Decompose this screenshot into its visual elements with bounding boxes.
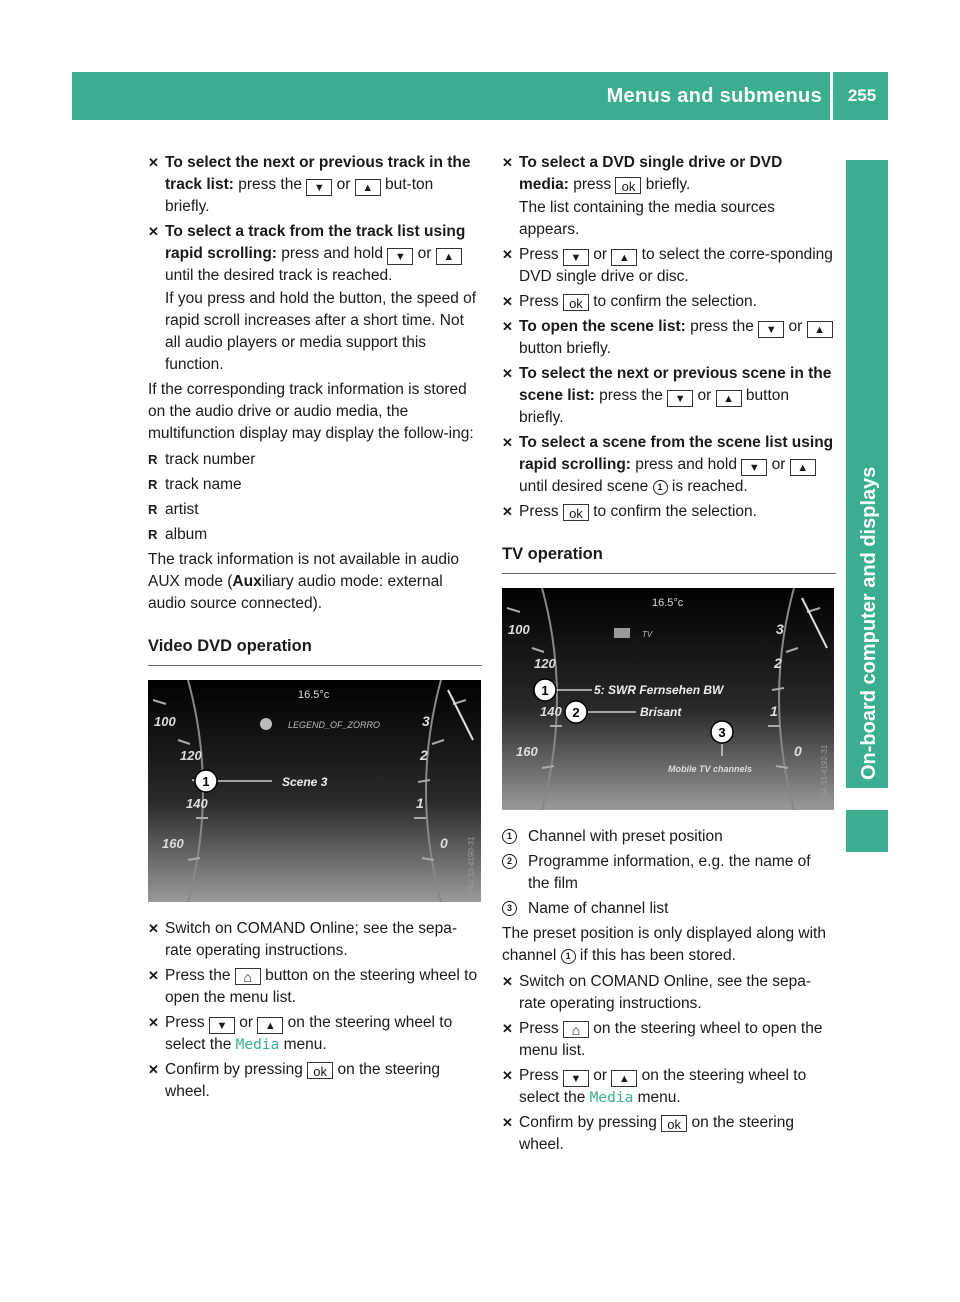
tv-icon <box>614 628 630 638</box>
up-key-icon: ▲ <box>611 249 637 266</box>
step-select-media: ✕ Press ▼ or ▲ on the steering wheel to select the Media menu. <box>148 1014 453 1053</box>
source-label: TV <box>642 630 653 639</box>
step-confirm-scene: ✕ Press ok to confirm the selection. <box>502 503 757 521</box>
arrow-icon: ✕ <box>502 974 513 989</box>
arrow-icon: ✕ <box>502 247 513 262</box>
bullet-icon: R <box>148 477 158 492</box>
up-key-icon: ▲ <box>436 248 462 265</box>
arrow-icon: ✕ <box>502 155 513 170</box>
page-number: 255 <box>847 86 877 105</box>
bullet-icon: R <box>148 527 158 542</box>
callout-1-ref: 1 <box>653 480 668 495</box>
ok-key-icon: ok <box>563 294 589 311</box>
up-key-icon: ▲ <box>611 1070 637 1087</box>
svg-text:3: 3 <box>718 725 726 740</box>
callout-2-ref: 2 <box>502 854 517 869</box>
step-press-home: ✕ Press the ⌂ button on the steering wheel to open the menu list. <box>148 967 478 1006</box>
step-confirm-selection: ✕ Press ok to confirm the selection. <box>502 293 757 311</box>
rev-label: 1 <box>770 703 778 719</box>
heading-video-dvd: Video DVD operation <box>148 635 482 666</box>
paragraph-track-info: If the corresponding track information is stored on the audio drive or audio media, the multifunction display may display the follow-ing: <box>148 381 474 442</box>
svg-text:2: 2 <box>572 705 580 720</box>
step-next-scene: ✕ To select the next or previous scene in the scene list: press the ▼ or ▲ button briefly. <box>502 365 832 426</box>
speed-label: 140 <box>186 796 208 811</box>
rev-label: 3 <box>422 713 430 729</box>
rev-label: 1 <box>416 795 424 811</box>
callout-1-ref: 1 <box>561 949 576 964</box>
disc-icon <box>260 718 272 730</box>
step-open-scene-list: ✕ To open the scene list: press the ▼ or ▲ button briefly. <box>502 316 836 360</box>
callout-3-ref: 3 <box>502 901 517 916</box>
speed-label: 160 <box>162 836 184 851</box>
home-key-icon: ⌂ <box>235 968 261 985</box>
header-divider <box>830 72 833 120</box>
legend-item: 1 Channel with preset position <box>502 826 836 848</box>
arrow-icon: ✕ <box>148 1015 159 1030</box>
speed-label: 120 <box>180 748 202 763</box>
media-menu-label: Media <box>235 1037 280 1053</box>
temperature: 16.5°c <box>652 597 684 609</box>
heading-tv-operation: TV operation <box>502 543 836 574</box>
up-key-icon: ▲ <box>716 390 742 407</box>
bullet-icon: R <box>148 502 158 517</box>
scene-label: Scene 3 <box>282 775 328 789</box>
rev-label: 0 <box>440 835 448 851</box>
paragraph-preset: The preset position is only displayed along with channel 1 if this has been stored. <box>502 925 826 964</box>
arrow-icon: ✕ <box>502 366 513 381</box>
arrow-icon: ✕ <box>502 435 513 450</box>
ok-key-icon: ok <box>661 1115 687 1132</box>
up-key-icon: ▲ <box>355 179 381 196</box>
chapter-marker <box>846 810 888 852</box>
up-key-icon: ▲ <box>790 459 816 476</box>
channel-list-label: Mobile TV channels <box>668 764 753 774</box>
legend-item: 3 Name of channel list <box>502 898 836 920</box>
list-item: R track name <box>148 474 482 496</box>
up-key-icon: ▲ <box>807 321 833 338</box>
tv-cluster-illustration <box>502 588 834 810</box>
legend-item: 2 Programme information, e.g. the name of the film <box>502 851 836 895</box>
speed-label: 160 <box>516 744 538 759</box>
down-key-icon: ▼ <box>741 459 767 476</box>
arrow-icon: ✕ <box>148 224 159 239</box>
down-key-icon: ▼ <box>306 179 332 196</box>
left-column <box>148 152 482 1106</box>
step-tv-select-media: ✕ Press ▼ or ▲ on the steering wheel to select the Media menu. <box>502 1067 807 1106</box>
speed-label: 100 <box>154 714 176 729</box>
speed-label: 120 <box>534 656 556 671</box>
down-key-icon: ▼ <box>209 1017 235 1034</box>
step-select-dvd: ✕ To select a DVD single drive or DVD media: press ok briefly. The list containing the media sources appears. <box>502 152 836 241</box>
paragraph-aux: The track information is not available in audio AUX mode (Auxiliary audio mode: external audio source connected). <box>148 551 460 612</box>
arrow-icon: ✕ <box>148 921 159 936</box>
step-confirm: ✕ Confirm by pressing ok on the steering wheel. <box>148 1061 440 1100</box>
svg-text:1: 1 <box>202 774 210 789</box>
arrow-icon: ✕ <box>502 319 513 334</box>
media-menu-label: Media <box>589 1090 634 1106</box>
step-tv-switch-on: ✕ Switch on COMAND Online, see the sepa-rate operating instructions. <box>502 973 812 1012</box>
step-switch-on: ✕ Switch on COMAND Online; see the sepa-rate operating instructions. <box>148 920 458 959</box>
arrow-icon: ✕ <box>502 504 513 519</box>
arrow-icon: ✕ <box>502 294 513 309</box>
list-item: R track number <box>148 449 482 471</box>
arrow-icon: ✕ <box>502 1021 513 1036</box>
step-select-track: ✕ To select the next or previous track in the track list: press the ▼ or ▲ but-ton briefly. <box>148 154 471 215</box>
ok-key-icon: ok <box>307 1062 333 1079</box>
step-tv-press-home: ✕ Press ⌂ on the steering wheel to open the menu list. <box>502 1020 823 1059</box>
bullet-icon: R <box>148 452 158 467</box>
section-title: Menus and submenus <box>606 85 822 107</box>
step-note: If you press and hold the button, the speed of rapid scroll increases after a short time. Not all audio players or media support this function. <box>165 290 477 373</box>
arrow-icon: ✕ <box>502 1068 513 1083</box>
speed-label: 100 <box>508 622 530 637</box>
programme-label: Brisant <box>640 705 682 719</box>
temperature: 16.5°c <box>298 689 330 701</box>
ok-key-icon: ok <box>615 177 641 194</box>
svg-text:1: 1 <box>541 683 549 698</box>
figure-dvd-cluster <box>148 680 481 902</box>
arrow-icon: ✕ <box>148 1062 159 1077</box>
callout-1-ref: 1 <box>502 829 517 844</box>
up-key-icon: ▲ <box>257 1017 283 1034</box>
down-key-icon: ▼ <box>758 321 784 338</box>
step-scene-rapid-scroll: ✕ To select a scene from the scene list using rapid scrolling: press and hold ▼ or ▲ until desired scene 1 is reached. <box>502 434 834 495</box>
speed-label: 140 <box>540 704 562 719</box>
figure-tv-cluster <box>502 588 834 810</box>
rev-label: 0 <box>794 743 802 759</box>
list-item: R album <box>148 524 482 546</box>
right-column <box>502 152 836 1159</box>
step-select-drive: ✕ Press ▼ or ▲ to select the corre-sponding DVD single drive or disc. <box>502 246 833 285</box>
down-key-icon: ▼ <box>563 249 589 266</box>
list-item: R artist <box>148 499 482 521</box>
rev-label: 2 <box>774 655 782 671</box>
disc-title: LEGEND_OF_ZORRO <box>288 720 381 730</box>
down-key-icon: ▼ <box>667 390 693 407</box>
figure-ref: P54.33-4190-31 <box>467 836 476 894</box>
step-rapid-scroll: ✕ To select a track from the track list using rapid scrolling: press and hold ▼ or ▲ until the desired track is reached. If you press and hold the button, the speed of rapid scroll increases after a short time. Not all audio players or media support this function. <box>148 221 482 376</box>
down-key-icon: ▼ <box>563 1070 589 1087</box>
ok-key-icon: ok <box>563 504 589 521</box>
step-note: The list containing the media sources appears. <box>519 199 775 238</box>
arrow-icon: ✕ <box>502 1115 513 1130</box>
dvd-cluster-illustration <box>148 680 481 902</box>
rev-label: 2 <box>420 747 428 763</box>
arrow-icon: ✕ <box>148 155 159 170</box>
down-key-icon: ▼ <box>387 248 413 265</box>
arrow-icon: ✕ <box>148 968 159 983</box>
chapter-title: On-board computer and displays <box>858 466 880 780</box>
home-key-icon: ⌂ <box>563 1021 589 1038</box>
rev-label: 3 <box>776 621 784 637</box>
channel-label: 5: SWR Fernsehen BW <box>594 683 724 697</box>
step-tv-confirm: ✕ Confirm by pressing ok on the steering wheel. <box>502 1114 794 1153</box>
figure-ref: P54.33-4192-31 <box>820 744 829 802</box>
